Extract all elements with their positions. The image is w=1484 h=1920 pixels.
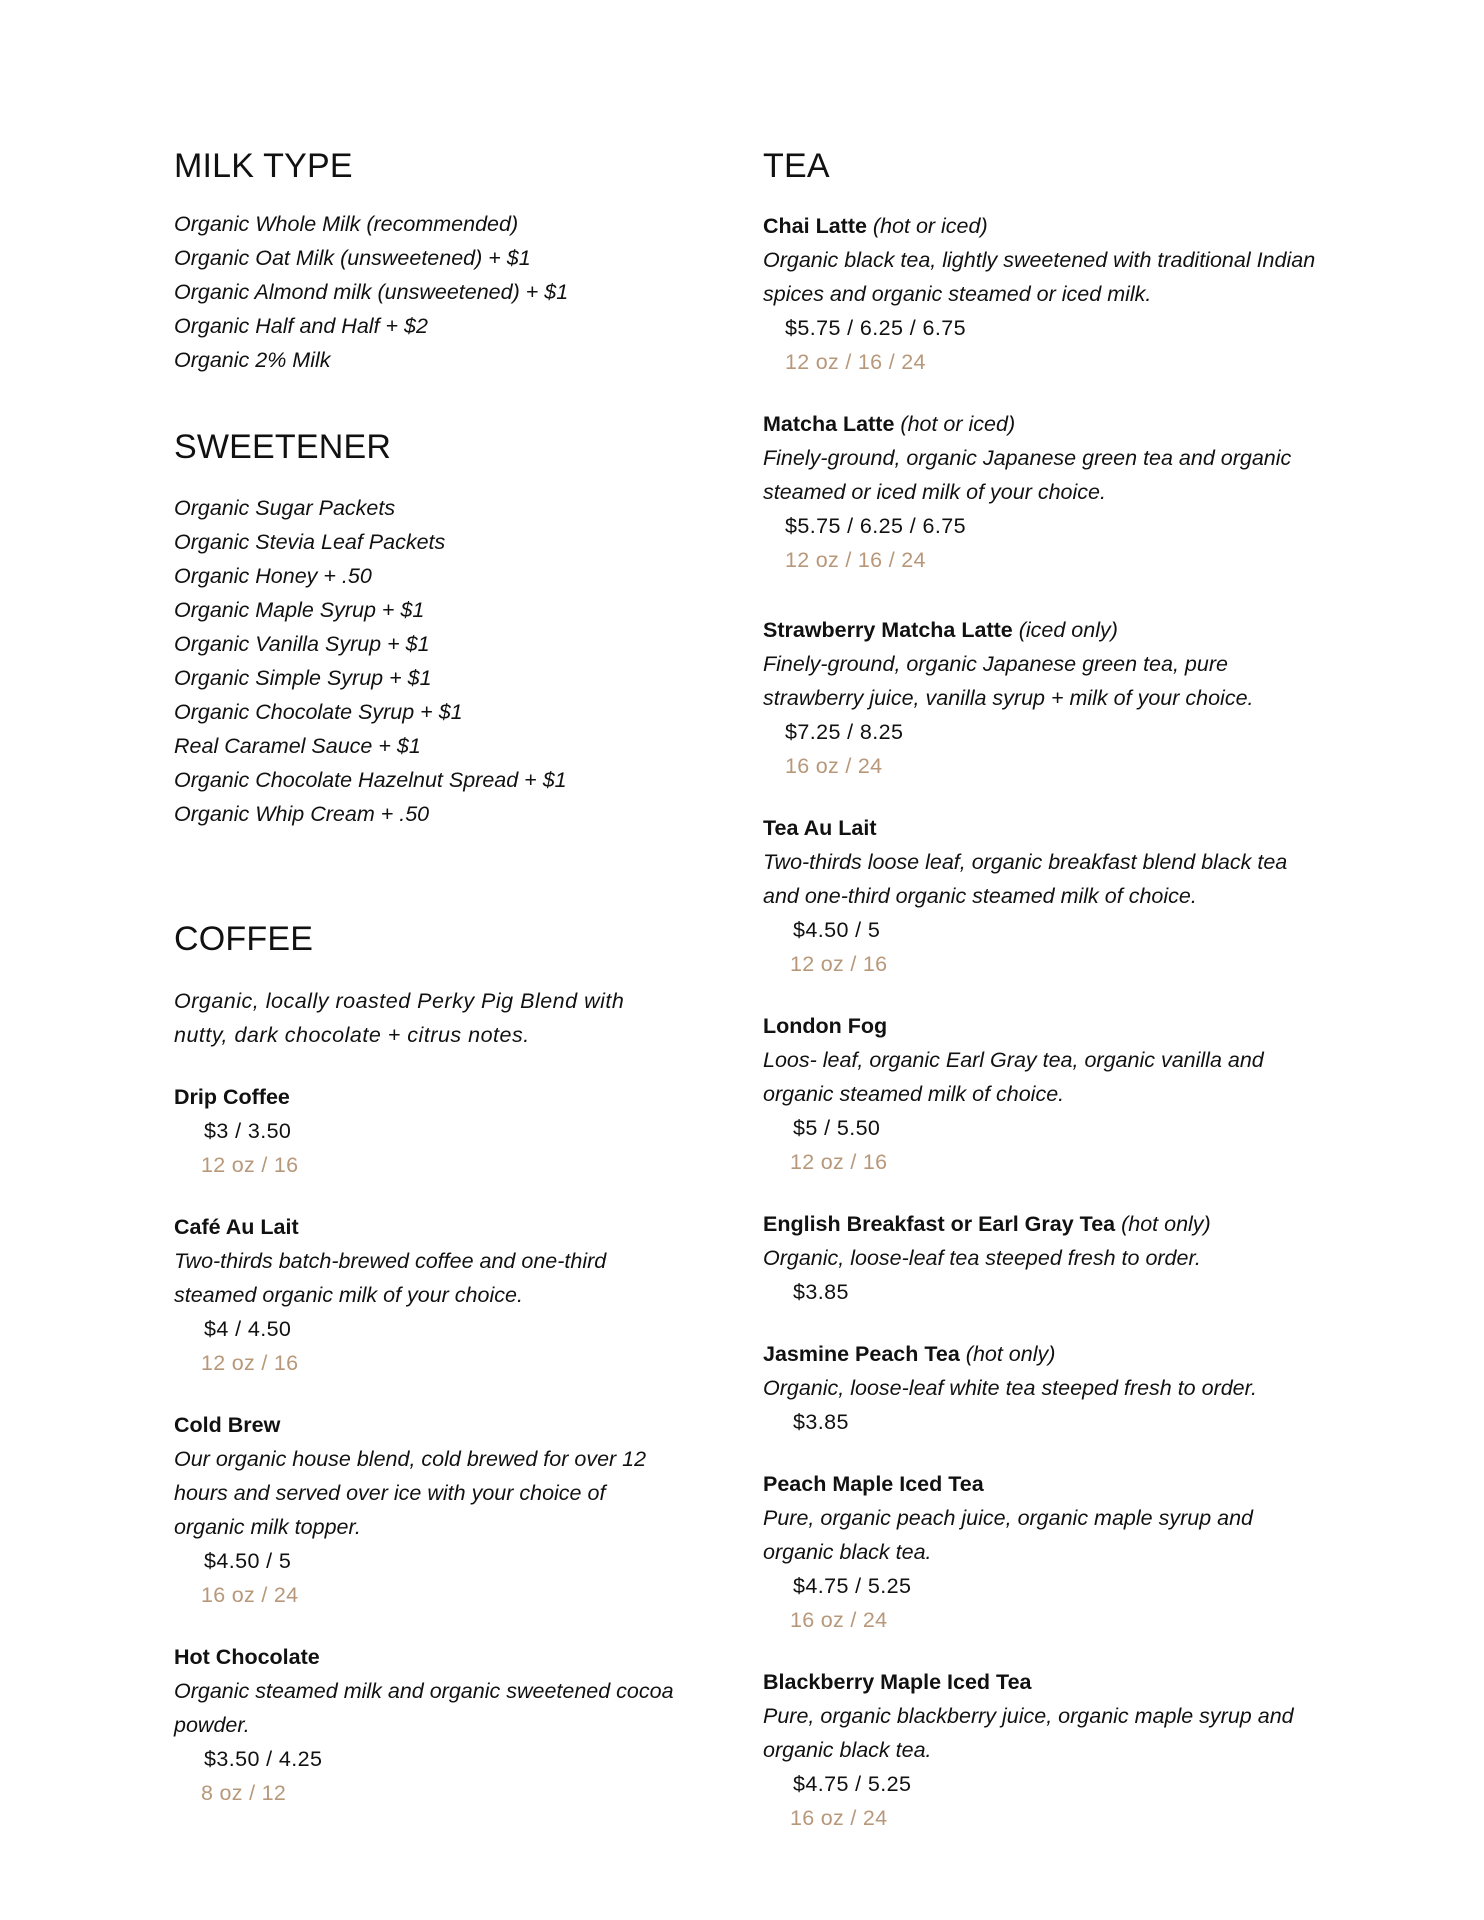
item-size: 8 oz / 12 — [201, 1781, 287, 1806]
list-item: Organic Almond milk (unsweetened) + $1 — [174, 280, 569, 305]
menu-item-london-fog — [763, 1009, 1323, 1179]
menu-item-cold-brew — [174, 1408, 674, 1612]
menu-item-english-breakfast-earl-gray — [763, 1207, 1323, 1309]
item-description: Pure, organic blackberry juice, organic maple syrup and organic black tea. — [763, 1704, 1294, 1763]
milk-options-list — [174, 207, 674, 377]
tea-heading: TEA — [763, 147, 830, 185]
list-item: Organic Stevia Leaf Packets — [174, 529, 446, 554]
item-name: Hot Chocolate — [174, 1645, 320, 1670]
item-price: $4.75 / 5.25 — [793, 1772, 912, 1797]
list-item: Organic Oat Milk (unsweetened) + $1 — [174, 246, 531, 271]
item-price: $3.85 — [793, 1280, 849, 1305]
item-name: Drip Coffee — [174, 1085, 290, 1110]
menu-item-strawberry-matcha-latte — [763, 613, 1323, 783]
item-size: 12 oz / 16 — [790, 952, 888, 977]
item-size: 12 oz / 16 — [201, 1351, 299, 1376]
item-name: English Breakfast or Earl Gray Tea — [763, 1212, 1116, 1237]
item-description: Our organic house blend, cold brewed for over 12 hours and served over ice with your choice of organic milk topper. — [174, 1447, 647, 1540]
item-price: $4.50 / 5 — [793, 918, 881, 943]
coffee-intro: Organic, locally roasted Perky Pig Blend with nutty, dark chocolate + citrus notes. — [174, 989, 625, 1048]
menu-item-hot-chocolate — [174, 1640, 674, 1810]
item-name-row — [763, 1207, 1323, 1241]
item-description: Two-thirds batch-brewed coffee and one-third steamed organic milk of your choice. — [174, 1249, 607, 1308]
item-name: Cold Brew — [174, 1413, 281, 1438]
menu-item-tea-au-lait — [763, 811, 1323, 981]
item-description: Organic, loose-leaf tea steeped fresh to order. — [763, 1246, 1201, 1271]
list-item: Organic Whole Milk (recommended) — [174, 212, 519, 237]
item-size: 16 oz / 24 — [790, 1806, 888, 1831]
item-price: $7.25 / 8.25 — [785, 720, 904, 745]
item-price: $3.50 / 4.25 — [204, 1747, 323, 1772]
item-size: 16 oz / 24 — [790, 1608, 888, 1633]
item-description: Finely-ground, organic Japanese green tea, pure strawberry juice, vanilla syrup + milk of your choice. — [763, 652, 1254, 711]
item-name-row — [763, 209, 1323, 243]
left-column — [174, 148, 674, 1810]
item-description: Finely-ground, organic Japanese green tea and organic steamed or iced milk of your choice. — [763, 446, 1292, 505]
menu-item-cafe-au-lait — [174, 1210, 674, 1380]
coffee-heading: COFFEE — [174, 919, 314, 958]
item-name: Tea Au Lait — [763, 816, 877, 841]
item-name-row — [763, 613, 1323, 647]
sweetener-options-list — [174, 491, 674, 831]
item-name: London Fog — [763, 1014, 888, 1039]
item-price: $5.75 / 6.25 / 6.75 — [785, 514, 966, 539]
menu-item-chai-latte — [763, 209, 1323, 379]
item-name: Peach Maple Iced Tea — [763, 1472, 984, 1497]
list-item: Organic Chocolate Syrup + $1 — [174, 699, 463, 724]
item-price: $4.75 / 5.25 — [793, 1574, 912, 1599]
item-note: (hot only) — [1121, 1212, 1211, 1237]
item-size: 16 oz / 24 — [201, 1583, 299, 1608]
right-column — [763, 148, 1323, 1835]
item-name: Strawberry Matcha Latte — [763, 618, 1013, 643]
item-size: 12 oz / 16 — [790, 1150, 888, 1175]
item-price: $5 / 5.50 — [793, 1116, 881, 1141]
item-size: 12 oz / 16 / 24 — [785, 548, 926, 573]
item-description: Organic steamed milk and organic sweetened cocoa powder. — [174, 1679, 674, 1738]
list-item: Organic Half and Half + $2 — [174, 314, 428, 339]
list-item: Real Caramel Sauce + $1 — [174, 733, 421, 758]
list-item: Organic Vanilla Syrup + $1 — [174, 631, 430, 656]
item-description: Organic black tea, lightly sweetened with traditional Indian spices and organic steamed or iced milk. — [763, 248, 1316, 307]
item-description: Two-thirds loose leaf, organic breakfast blend black tea and one-third organic steamed milk of choice. — [763, 850, 1288, 909]
item-price: $4 / 4.50 — [204, 1317, 292, 1342]
list-item: Organic 2% Milk — [174, 348, 331, 373]
item-description: Organic, loose-leaf white tea steeped fresh to order. — [763, 1376, 1257, 1401]
list-item: Organic Simple Syrup + $1 — [174, 665, 432, 690]
list-item: Organic Chocolate Hazelnut Spread + $1 — [174, 767, 567, 792]
item-price: $4.50 / 5 — [204, 1549, 292, 1574]
menu-item-drip-coffee — [174, 1080, 674, 1182]
item-note: (hot or iced) — [900, 412, 1016, 437]
item-name: Chai Latte — [763, 214, 867, 239]
sweetener-heading: SWEETENER — [174, 428, 392, 467]
item-name: Café Au Lait — [174, 1215, 299, 1240]
item-price: $5.75 / 6.25 / 6.75 — [785, 316, 966, 341]
item-note: (hot or iced) — [872, 214, 988, 239]
item-description: Loos- leaf, organic Earl Gray tea, organic vanilla and organic steamed milk of choice. — [763, 1048, 1264, 1107]
item-size: 12 oz / 16 — [201, 1153, 299, 1178]
item-price: $3 / 3.50 — [204, 1119, 292, 1144]
milk-type-heading: MILK TYPE — [174, 147, 353, 185]
menu-item-matcha-latte — [763, 407, 1323, 577]
item-note: (iced only) — [1018, 618, 1118, 643]
item-name: Blackberry Maple Iced Tea — [763, 1670, 1032, 1695]
item-note: (hot only) — [965, 1342, 1056, 1367]
menu-item-blackberry-maple-iced-tea — [763, 1665, 1323, 1835]
menu-item-jasmine-peach-tea — [763, 1337, 1323, 1439]
item-size: 12 oz / 16 / 24 — [785, 350, 926, 375]
list-item: Organic Maple Syrup + $1 — [174, 597, 425, 622]
item-description: Pure, organic peach juice, organic maple syrup and organic black tea. — [763, 1506, 1254, 1565]
list-item: Organic Sugar Packets — [174, 495, 396, 520]
item-size: 16 oz / 24 — [785, 754, 883, 779]
item-name-row — [763, 1337, 1323, 1371]
item-name: Matcha Latte — [763, 412, 895, 437]
item-price: $3.85 — [793, 1410, 849, 1435]
list-item: Organic Whip Cream + .50 — [174, 801, 430, 826]
item-name: Jasmine Peach Tea — [763, 1342, 960, 1367]
menu-item-peach-maple-iced-tea — [763, 1467, 1323, 1637]
list-item: Organic Honey + .50 — [174, 563, 372, 588]
item-name-row — [763, 407, 1323, 441]
